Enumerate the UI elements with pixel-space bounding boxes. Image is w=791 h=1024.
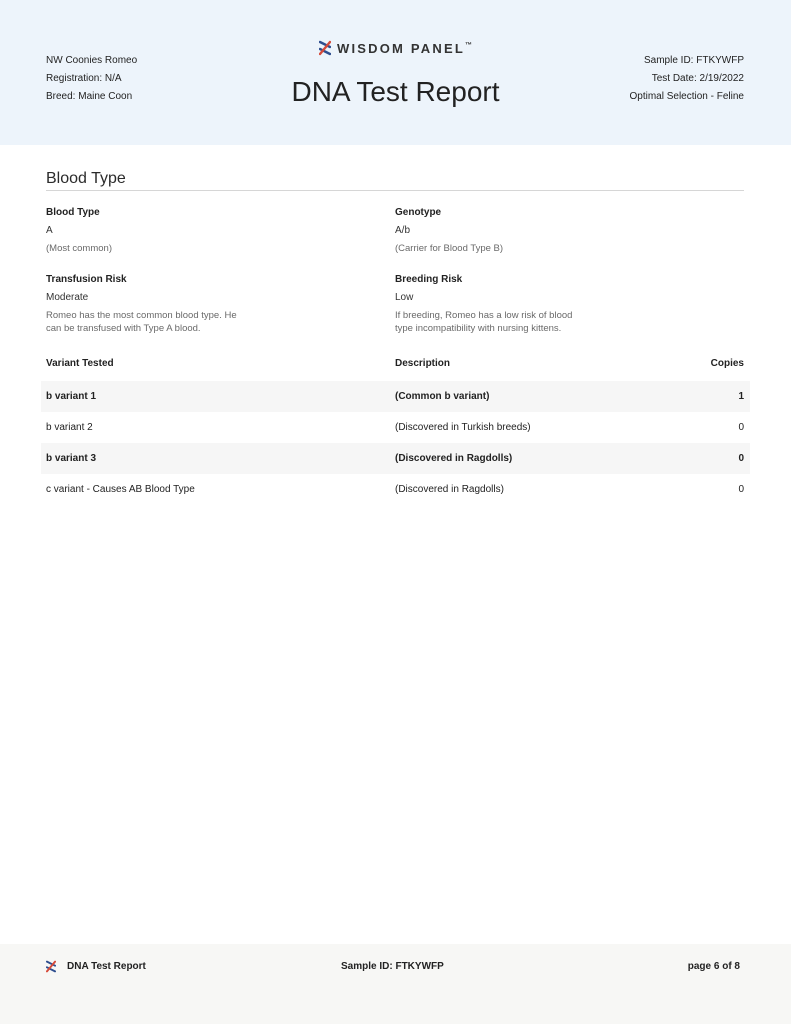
section-title: Blood Type <box>46 170 126 187</box>
transfusion-risk-field <box>46 273 286 335</box>
product-name: Optimal Selection - Feline <box>629 91 744 102</box>
breeding-risk-label: Breeding Risk <box>395 274 463 285</box>
variant-cell: c variant - Causes AB Blood Type <box>46 484 195 495</box>
blood-type-value: A <box>46 225 53 236</box>
breeding-risk-value: Low <box>395 292 414 303</box>
blood-type-label: Blood Type <box>46 207 100 218</box>
transfusion-risk-note-line: Romeo has the most common blood type. He <box>46 310 237 321</box>
copies-cell: 1 <box>738 391 744 402</box>
report-footer <box>0 944 791 1024</box>
page-number: page 6 of 8 <box>687 961 740 972</box>
copies-cell: 0 <box>738 453 744 464</box>
breeding-risk-note <box>395 309 635 335</box>
description-cell: (Common b variant) <box>395 391 490 402</box>
page-title: DNA Test Report <box>291 76 500 107</box>
pet-name: NW Coonies Romeo <box>46 55 138 66</box>
breeding-risk-note-line: type incompatibility with nursing kittens. <box>395 323 562 334</box>
test-date: Test Date: 2/19/2022 <box>651 73 744 84</box>
description-cell: (Discovered in Ragdolls) <box>395 453 513 464</box>
transfusion-risk-label: Transfusion Risk <box>46 274 127 285</box>
breeding-risk-field <box>395 273 635 335</box>
table-row <box>41 412 750 443</box>
variant-cell: b variant 2 <box>46 422 93 433</box>
footer-title: DNA Test Report <box>67 961 146 972</box>
footer-sample-id: Sample ID: FTKYWFP <box>341 961 444 972</box>
breed: Breed: Maine Coon <box>46 91 133 102</box>
copies-cell: 0 <box>738 484 744 495</box>
transfusion-risk-note <box>46 309 286 335</box>
sample-id: Sample ID: FTKYWFP <box>643 55 744 66</box>
genotype-value: A/b <box>395 225 411 236</box>
wisdom-panel-helix-icon <box>46 960 56 978</box>
genotype-field <box>395 206 635 255</box>
transfusion-risk-value: Moderate <box>46 292 89 303</box>
variant-cell: b variant 3 <box>46 453 97 464</box>
variant-cell: b variant 1 <box>46 391 97 402</box>
column-header-copies: Copies <box>710 358 744 369</box>
trademark: ™ <box>465 42 472 49</box>
brand-name: WISDOM PANEL <box>337 41 465 56</box>
blood-type-note: (Most common) <box>46 243 112 254</box>
breeding-risk-note-line: If breeding, Romeo has a low risk of blood <box>395 310 573 321</box>
transfusion-risk-note-line: can be transfused with Type A blood. <box>46 323 201 334</box>
genotype-label: Genotype <box>395 207 442 218</box>
copies-cell: 0 <box>738 422 744 433</box>
genotype-note: (Carrier for Blood Type B) <box>395 243 504 254</box>
column-header-description: Description <box>395 358 451 369</box>
registration: Registration: N/A <box>46 73 122 84</box>
column-header-variant: Variant Tested <box>46 358 114 369</box>
blood-type-field <box>46 206 286 255</box>
description-cell: (Discovered in Turkish breeds) <box>395 422 531 433</box>
section-divider <box>46 190 744 191</box>
description-cell: (Discovered in Ragdolls) <box>395 484 504 495</box>
sample-info <box>630 52 745 106</box>
table-row <box>41 443 750 474</box>
table-row <box>41 474 750 505</box>
wisdom-panel-helix-icon <box>319 40 331 59</box>
table-row <box>41 381 750 412</box>
report-header <box>0 0 791 145</box>
